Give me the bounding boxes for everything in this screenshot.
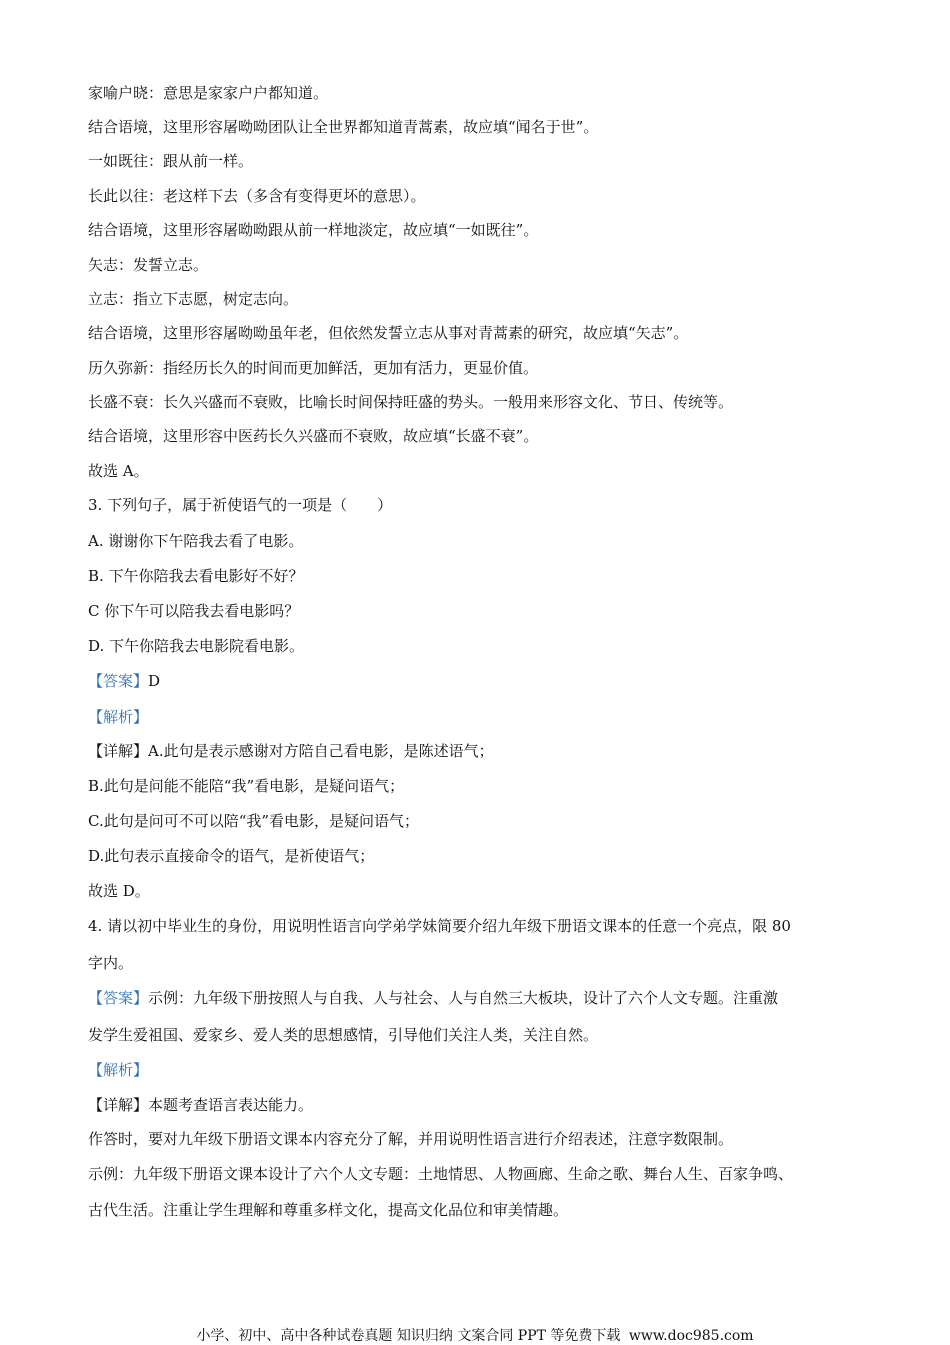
text-line: C.此句是问可不可以陪“我”看电影，是疑问语气； xyxy=(88,812,420,830)
detail-text: 本题考查语言表达能力。 xyxy=(148,1096,314,1114)
text-line: 长盛不衰：长久兴盛而不衰败，比喻长时间保持旺盛的势头。一般用来形容文化、节日、传统等。 xyxy=(88,393,734,411)
text-line: 结合语境，这里形容屠呦呦团队让全世界都知道青蒿素，故应填“闻名于世”。 xyxy=(88,118,599,136)
q4-analysis-line xyxy=(88,1060,878,1080)
footer-text: 小学、初中、高中各种试卷真题 知识归纳 文案合同 PPT 等免费下载 xyxy=(196,1328,621,1344)
text-line: 历久弥新：指经历长久的时间而更加鲜活，更加有活力，更显价值。 xyxy=(88,359,539,377)
text-line: 故选 D。 xyxy=(88,882,150,900)
option-a: A. 谢谢你下午陪我去看了电影。 xyxy=(88,532,304,550)
text-line: 一如既往：跟从前一样。 xyxy=(88,152,254,170)
detail-text: A.此句是表示感谢对方陪自己看电影，是陈述语气； xyxy=(148,742,494,760)
text-line: 结合语境，这里形容中医药长久兴盛而不衰败，故应填“长盛不衰”。 xyxy=(88,427,539,445)
text-line: 示例：九年级下册语文课本设计了六个人文专题：土地情思、人物画廊、生命之歌、舞台人生、百家争鸣、 xyxy=(88,1165,794,1183)
option-c: C 你下午可以陪我去看电影吗？ xyxy=(88,602,300,620)
page-footer xyxy=(0,1325,950,1345)
detail-tag: 【详解】 xyxy=(88,1096,149,1114)
option-d: D. 下午你陪我去电影院看电影。 xyxy=(88,637,305,655)
question-3-stem: 3. 下列句子，属于祈使语气的一项是（ ） xyxy=(88,496,393,514)
q4-answer-line xyxy=(88,988,878,1008)
q3-answer-line xyxy=(88,671,878,691)
analysis-tag: 【解析】 xyxy=(88,1061,149,1079)
option-b: B. 下午你陪我去看电影好不好？ xyxy=(88,567,304,585)
text-line: 家喻户晓：意思是家家户户都知道。 xyxy=(88,84,329,102)
text-line: 古代生活。注重让学生理解和尊重多样文化，提高文化品位和审美情趣。 xyxy=(88,1201,569,1219)
text-line: 发学生爱祖国、爱家乡、爱人类的思想感情，引导他们关注人类，关注自然。 xyxy=(88,1026,599,1044)
answer-text: 示例：九年级下册按照人与自我、人与社会、人与自然三大板块，设计了六个人文专题。注重激 xyxy=(148,989,779,1007)
text-line: 立志：指立下志愿，树定志向。 xyxy=(88,290,299,308)
text-line: B.此句是问能不能陪“我”看电影，是疑问语气； xyxy=(88,777,405,795)
detail-tag: 【详解】 xyxy=(88,742,149,760)
text-line: D.此句表示直接命令的语气，是祈使语气； xyxy=(88,847,375,865)
answer-text: D xyxy=(148,672,161,690)
text-line: 长此以往：老这样下去（多含有变得更坏的意思）。 xyxy=(88,187,426,205)
answer-tag: 【答案】 xyxy=(88,989,149,1007)
text-line: 结合语境，这里形容屠呦呦虽年老，但依然发誓立志从事对青蒿素的研究，故应填“矢志”。 xyxy=(88,324,689,342)
q4-detail-line xyxy=(88,1095,878,1115)
q3-detail-line xyxy=(88,741,878,761)
question-4-stem: 4. 请以初中毕业生的身份，用说明性语言向学弟学妹简要介绍九年级下册语文课本的任意一个亮点，限 80 xyxy=(88,917,791,935)
text-line: 结合语境，这里形容屠呦呦跟从前一样地淡定，故应填“一如既往”。 xyxy=(88,221,539,239)
footer-site-link[interactable]: www.doc985.com xyxy=(628,1328,754,1344)
answer-tag: 【答案】 xyxy=(88,672,149,690)
text-line: 作答时，要对九年级下册语文课本内容充分了解，并用说明性语言进行介绍表述，注意字数限制。 xyxy=(88,1130,734,1148)
question-4-stem-cont: 字内。 xyxy=(88,954,134,972)
text-line: 故选 A。 xyxy=(88,462,149,480)
analysis-tag: 【解析】 xyxy=(88,708,149,726)
text-line: 矢志：发誓立志。 xyxy=(88,256,209,274)
q3-analysis-line xyxy=(88,707,878,727)
